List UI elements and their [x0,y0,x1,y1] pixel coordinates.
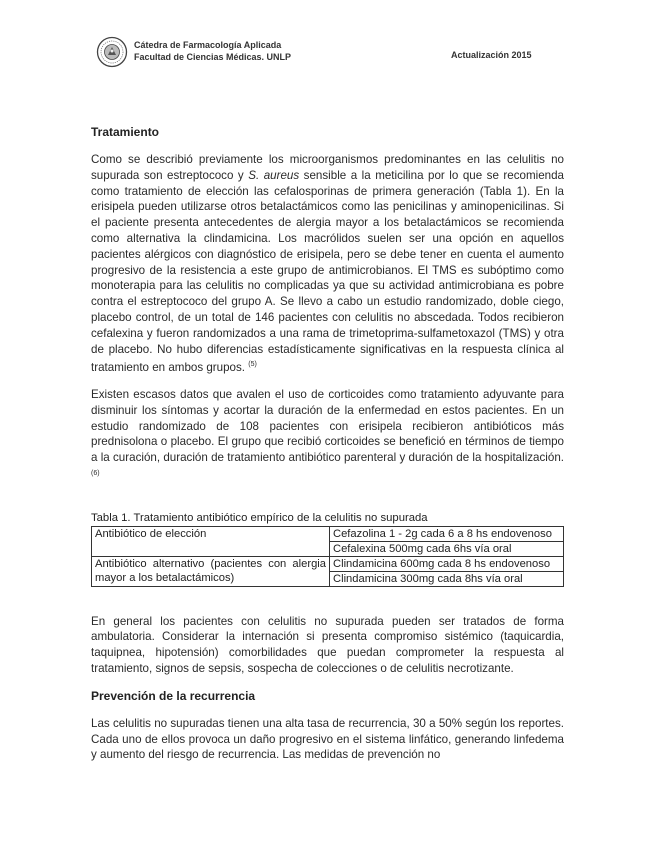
update-label: Actualización 2015 [451,50,532,60]
paragraph-1-part-b: sensible a la meticilina por lo que se recomienda como tratamiento de elección las cefalosporinas de primera generación (Tabla 1). En la erisipela pueden utilizarse otros betalactámicos como las penicilinas y aminopenicilinas. Si el paciente presenta antecedentes de alergia mayor a los betalactámicos se recomienda como alternativa la clindamicina. Los macrólidos suelen ser una opción en aquellos pacientes alérgicos con diagnóstico de erisipela, pero se debe tener en cuenta el aumento progresivo de la resistencia a este grupo de antimicrobianos. El TMS es subóptimo como monoterapia para las celulitis no complicadas ya que su actividad antimicrobiana es pobre contra el estreptococo del grupo A. Se llevo a cabo un estudio randomizado, doble ciego, placebo control, de un total de 146 pacientes con celulitis no abscedada. Todos recibieron cefalexina y fueron randomizados a una rama de trimetoprima-sulfametoxazol (TMS) y otra de placebo. No hubo diferencias estadísticamente significativas en la respuesta clínica al tratamiento en ambos grupos. [91,168,565,375]
institution-name [134,39,291,63]
table-row [92,526,564,541]
table-row [92,556,564,571]
paragraph-ambulatoria: En general los pacientes con celulitis no supurada pueden ser tratados de forma ambulatoria. Considerar la internación si presenta compromiso sistémico (taquicardia, taquipnea, hipotensión) comorbilidades que puedan comprometer la respuesta al tratamiento, signos de sepsis, sospecha de colecciones o de celulitis necrotizante. [91,614,564,676]
reference-6: (6) [91,470,100,477]
organism-name: S. aureus [248,168,300,182]
table-cell: Cefazolina 1 - 2g cada 6 a 8 hs endovenoso [330,526,564,541]
antibiotic-table [91,526,564,587]
university-seal-icon [96,36,128,68]
heading-prevencion: Prevención de la recurrencia [91,688,256,703]
reference-5: (5) [248,361,257,369]
document-body [91,124,564,774]
institution-line-1: Cátedra de Farmacología Aplicada [134,40,282,50]
heading-tratamiento: Tratamiento [91,125,160,139]
paragraph-tratamiento-2 [91,387,564,485]
table-cell-label: Antibiótico de elección [92,526,330,556]
table-caption: Tabla 1. Tratamiento antibiótico empírico de la celulitis no supurada [91,511,428,524]
table-cell: Clindamicina 300mg cada 8hs vía oral [330,571,564,586]
paragraph-tratamiento-1 [91,152,564,376]
table-cell: Clindamicina 600mg cada 8 hs endovenoso [330,556,564,571]
table-cell: Cefalexina 500mg cada 6hs vía oral [330,541,564,556]
page-header [96,36,566,72]
institution-line-2: Facultad de Ciencias Médicas. UNLP [134,52,292,62]
paragraph-prevencion: Las celulitis no supuradas tienen una alta tasa de recurrencia, 30 a 50% según los reportes. Cada uno de ellos provoca un daño progresivo en el sistema linfático, generando linfedema y aumento del riesgo de recurrencia. Las medidas de prevención no [91,716,564,762]
paragraph-1-part-a: Como se describió previamente los microorganismos predominantes en las celulitis no supurada son estreptococo y [91,153,564,182]
paragraph-2-text: Existen escasos datos que avalen el uso de corticoides como tratamiento adyuvante para disminuir los síntomas y acortar la duración de la enfermedad en estos pacientes. En un estudio randomizado de 108 pacientes con erisipela recibieron antibióticos más prednisolona o placebo. El grupo que recibió corticoides se benefició en términos de tiempo a la curación, duración de tratamiento antibiótico parenteral y duración de la hospitalización. [91,388,564,465]
table-cell-label: Antibiótico alternativo (pacientes con alergia mayor a los betalactámicos) [92,556,330,586]
